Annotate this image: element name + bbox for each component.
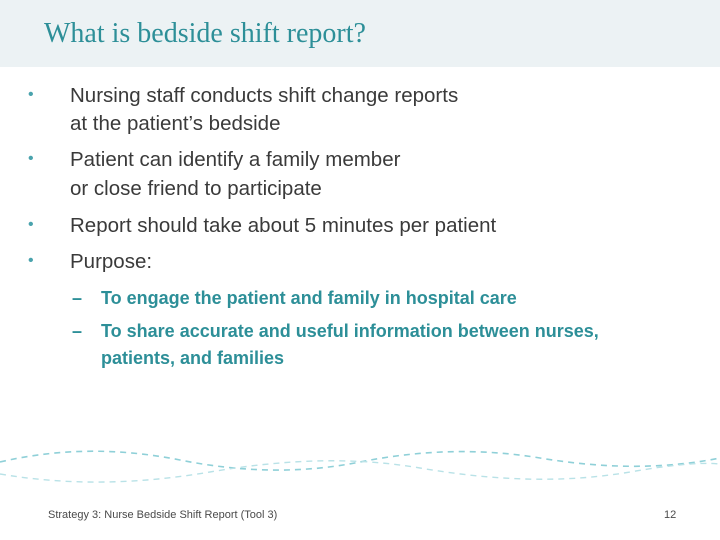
sub-bullet-text: To share accurate and useful information between nurses, [101, 321, 599, 341]
bullet-dot-icon: • [28, 150, 34, 167]
dash-icon: – [72, 321, 83, 341]
bullet-text: Report should take about 5 minutes per patient [70, 214, 497, 237]
sub-bullet-text: To engage the patient and family in hospital care [101, 288, 517, 308]
bullet-text: or close friend to participate [70, 177, 322, 200]
slide-title: What is bedside shift report? [44, 18, 366, 49]
sub-bullet-text: patients, and families [101, 348, 285, 368]
bullet-dot-icon: • [28, 252, 34, 269]
bullet-text: at the patient’s bedside [70, 112, 281, 135]
decorative-wave [0, 440, 720, 500]
page-number: 12 [664, 509, 677, 521]
bullet-text: Patient can identify a family member [70, 148, 401, 171]
bullet-dot-icon: • [28, 216, 34, 233]
wave-line-2 [0, 461, 720, 482]
wave-line-1 [0, 451, 720, 470]
bullet-text: Purpose: [70, 250, 153, 273]
footer-source: Strategy 3: Nurse Bedside Shift Report (Tool 3) [48, 509, 278, 521]
bullet-text: Nursing staff conducts shift change reports [70, 84, 459, 107]
dash-icon: – [72, 288, 83, 308]
bullet-dot-icon: • [28, 86, 34, 103]
